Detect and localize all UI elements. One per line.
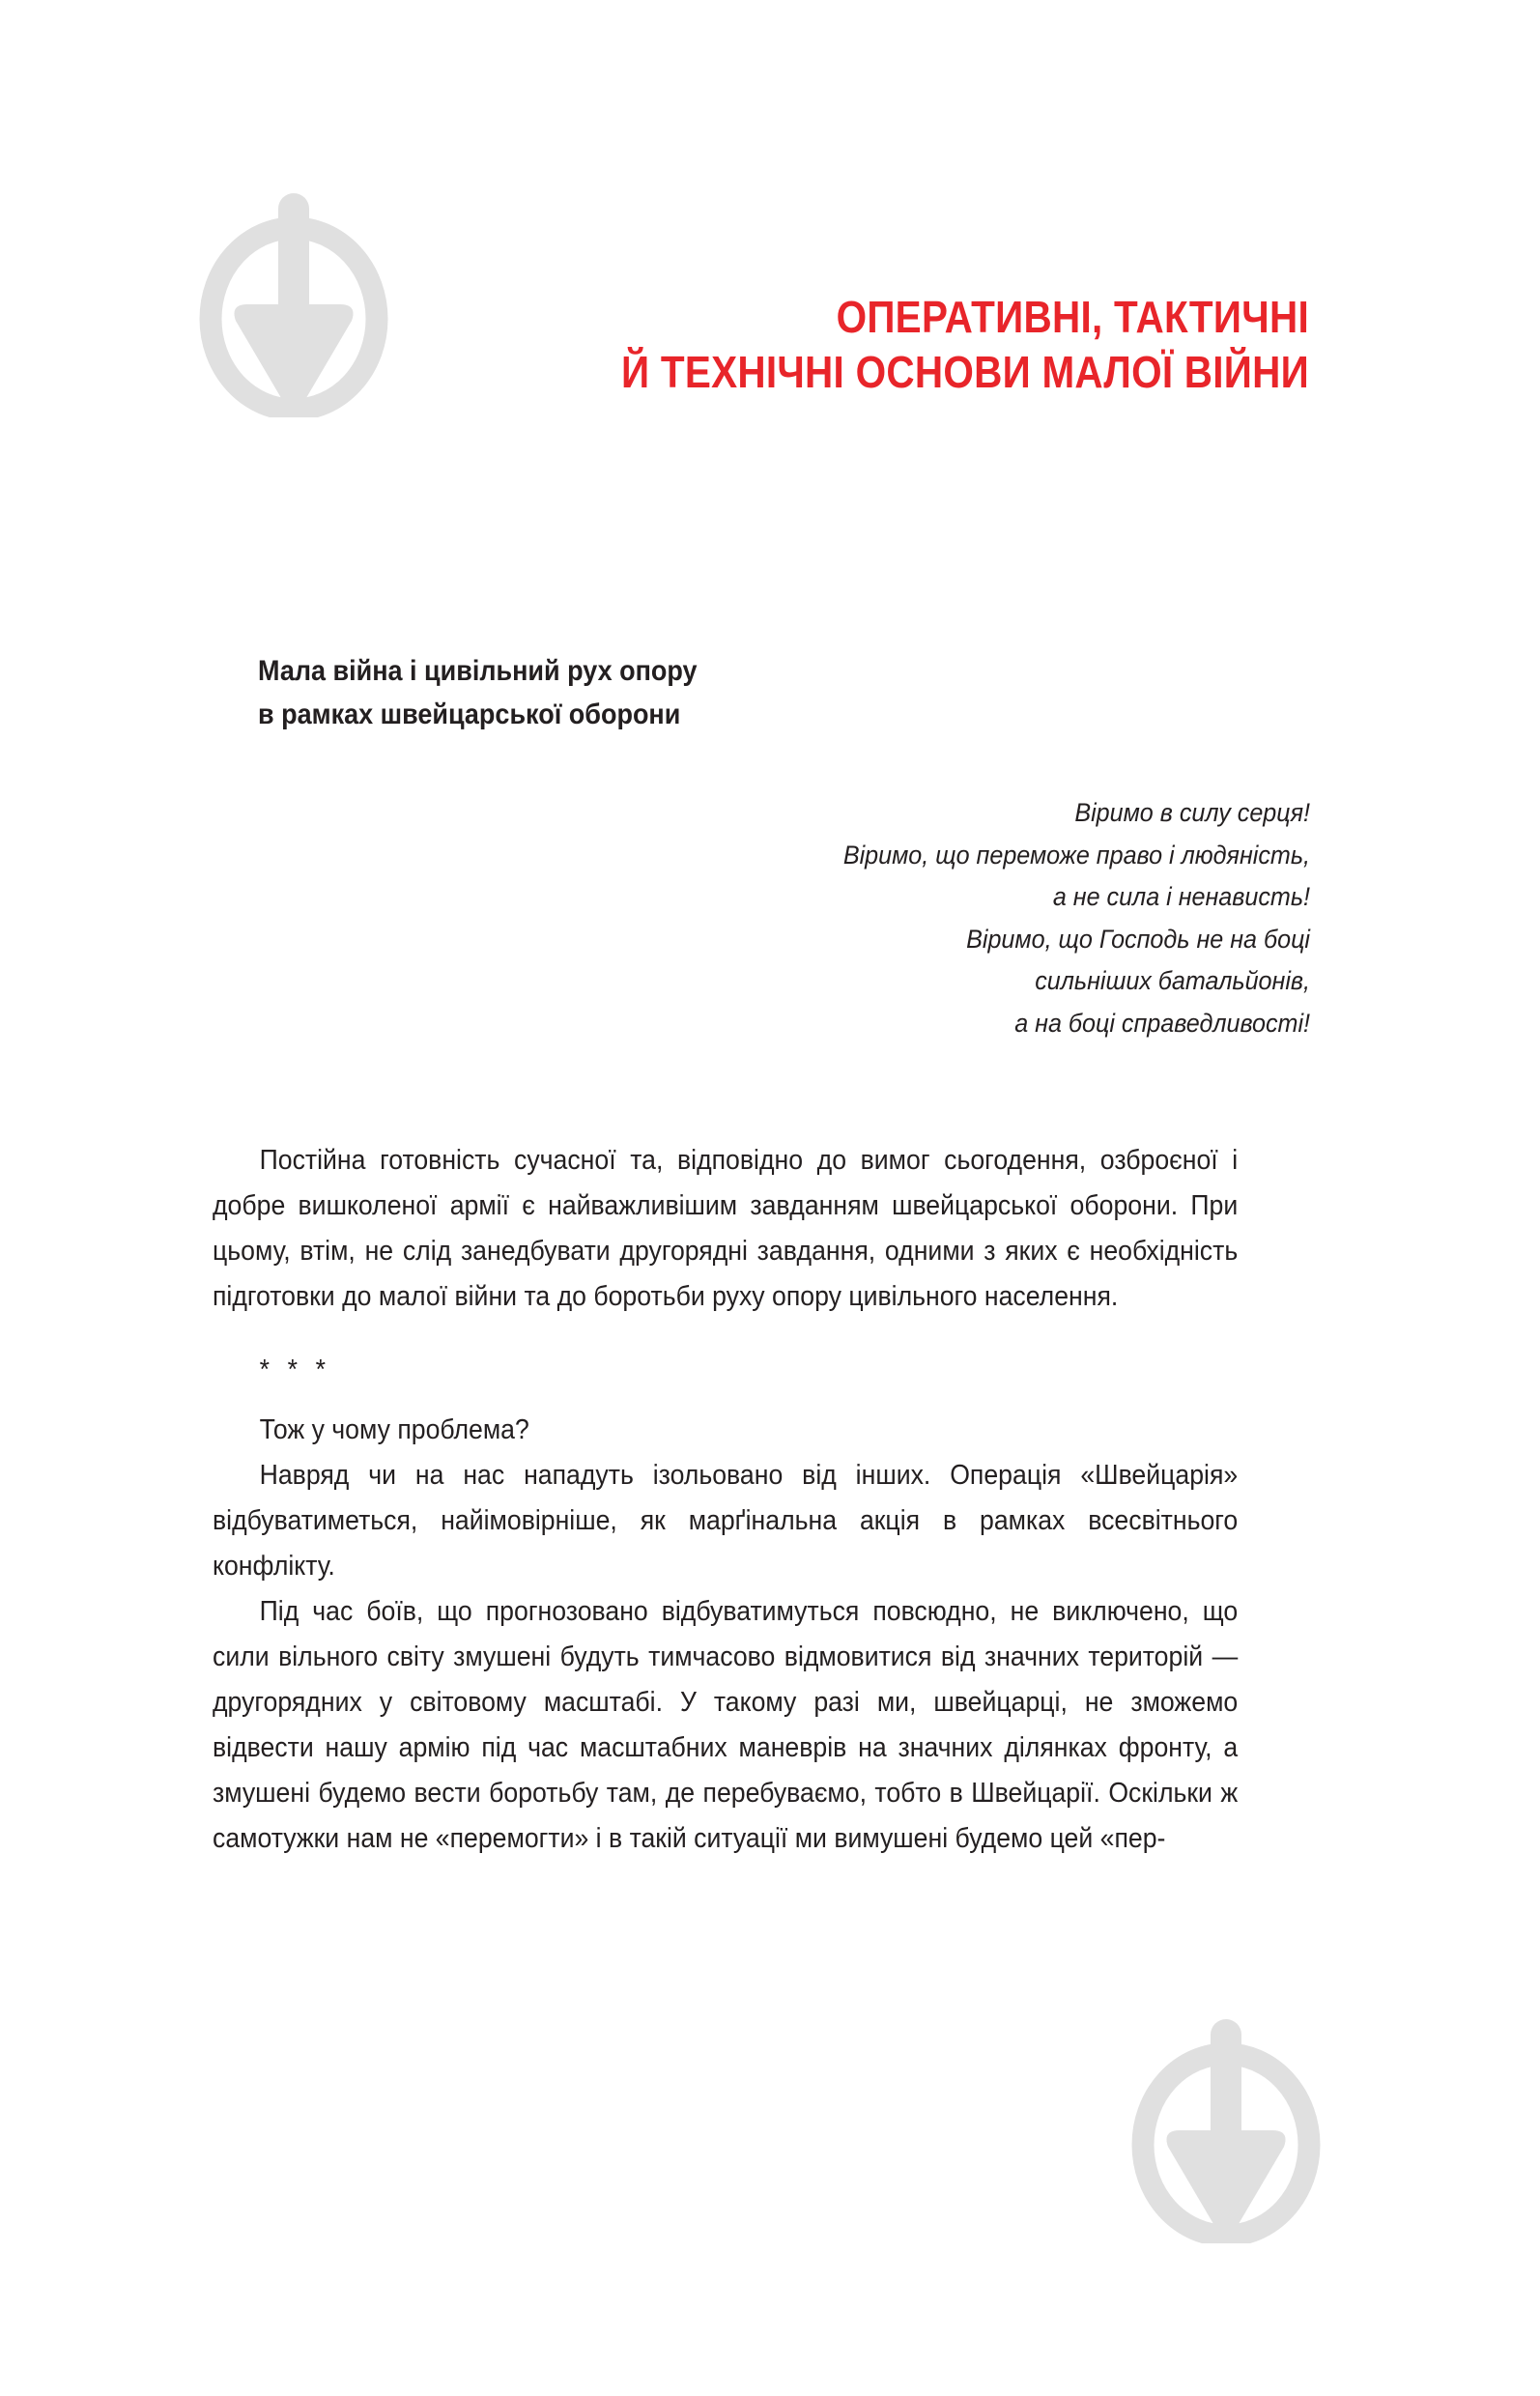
epigraph-line-2: Віримо, що переможе право і людяність, bbox=[842, 840, 1310, 870]
epigraph-line-3: а не сила і ненависть! bbox=[1052, 882, 1310, 911]
watermark-logo-bottom bbox=[1131, 2002, 1321, 2243]
plumb-bob-logo-icon bbox=[1131, 2002, 1321, 2243]
body-paragraph-1: Постійна готовність сучасної та, відповідно до вимог сьогодення, озброєної і добре вишколеної армії є найважливішим завданням швейцарської оборони. При цьому, втім, не слід занедбувати другорядні завдання, одними з яких є необхідність підготовки до малої війни та до боротьби руху опору цивільного населення. bbox=[213, 1145, 1245, 1312]
section-separator: * * * bbox=[259, 1355, 331, 1385]
section-heading-line-2: в рамках швейцарської оборони bbox=[258, 699, 681, 730]
epigraph-line-5: сильніших батальйонів, bbox=[1035, 966, 1310, 995]
section-heading-line-1: Мала війна і цивільний рух опору bbox=[258, 655, 698, 687]
epigraph-line-4: Віримо, що Господь не на боці bbox=[966, 924, 1310, 954]
epigraph bbox=[541, 792, 1310, 1044]
chapter-title bbox=[232, 290, 1309, 400]
body-text bbox=[213, 1138, 1245, 1862]
section-heading bbox=[258, 649, 1206, 736]
body-paragraph-2: Тож у чому проблема? bbox=[259, 1414, 529, 1445]
epigraph-line-6: а на боці справедливості! bbox=[1014, 1008, 1310, 1038]
chapter-title-line-2: Й ТЕХНІЧНІ ОСНОВИ МАЛОЇ ВІЙНИ bbox=[620, 347, 1309, 397]
body-paragraph-3: Навряд чи на нас нападуть ізольовано від інших. Операція «Швейцарія» відбуватиметься, найімовірніше, як марґінальна акція в рамках всесвітнього конфлікту. bbox=[213, 1460, 1245, 1582]
chapter-title-line-1: ОПЕРАТИВНІ, ТАКТИЧНІ bbox=[836, 292, 1309, 342]
epigraph-line-1: Віримо в силу серця! bbox=[1074, 798, 1310, 827]
body-paragraph-4: Під час боїв, що прогнозовано відбуватимуться повсюдно, не виключено, що сили вільного світу змушені будуть тимчасово відмовитися від значних територій — другорядних у світовому масштабі. У такому разі ми, швейцарці, не зможемо відвести нашу армію під час масштабних маневрів на значних ділянках фронту, а змушені будемо вести боротьбу там, де перебуваємо, тобто в Швейцарії. Оскільки ж самотужки нам не «перемогти» і в такій ситуації ми вимушені будемо цей «пер- bbox=[213, 1596, 1245, 1854]
